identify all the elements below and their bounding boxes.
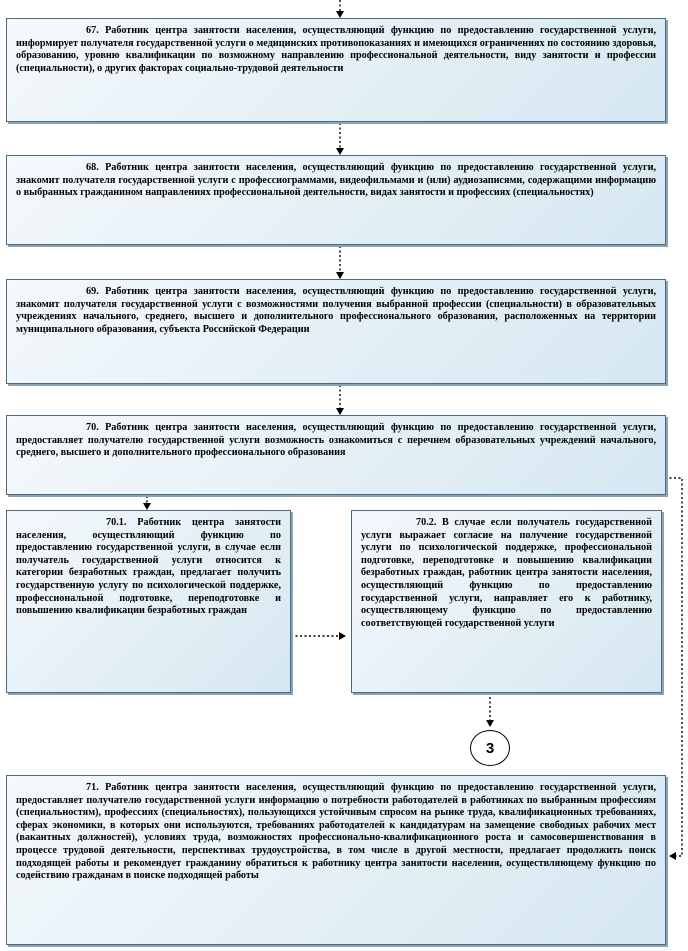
step-71-text: 71. Работник центра занятости населения, осуществляющий функцию по предоставлению государственной услуги, предоставляет получателю государственной услуги информацию о потребности работодателей в работниках по выбранным профессиям (специальностям), профессиях (специальностях), пользующихся устойчивым спросом на рынке труда, квалификационных требованиях, сферах экономики, в которых они используются, требованиях работодателей к кандидатурам на замещение свободных рабочих мест (вакантных должностей), условиях труда, возможностях профессионально-квалификационного роста и самосовершенствования в процессе трудовой деятельности, перспективах трудоустройства, в том числе в другой местности, предлагает продолжить поиск подходящей работы и рекомендует гражданину обратиться к работнику центра занятости населения, осуществляющему функцию по содействию гражданам в поиске подходящей работы [16, 782, 656, 882]
step-70-1-box [6, 510, 291, 693]
step-70-box [6, 415, 666, 495]
step-70-1-text: 70.1. Работник центра занятости населения, осуществляющий функцию по предоставлению государственной услуги, в случае если получатель государственной услуги относится к категории безработных граждан, предлагает получить государственную услугу по психологической поддержке, профессиональной подготовке, переподготовке и повышению квалификации безработных граждан [16, 517, 281, 617]
step-70-2-text: 70.2. В случае если получатель государственной услуги выражает согласие на получение государственной услуги по психологической поддержке, профессиональной подготовке, переподготовке и повышению квалификации безработных граждан, работник центра занятости населения, осуществляющий функцию по предоставлению государственной услуги, направляет его к работнику, осуществляющему функцию по предоставлению соответствующей государственной услуги [361, 517, 652, 629]
arrow-70-to-71-right [665, 478, 682, 856]
step-69-text: 69. Работник центра занятости населения, осуществляющий функцию по предоставлению государственной услуги, знакомит получателя государственной услуги с возможностями получения выбранной профессии (специальности) в образовательных учреждениях начального, среднего, высшего и дополнительного профессионального образования, расположенных на территории муниципального образования, субъекта Российской Федерации [16, 286, 656, 335]
connector-3-circle [470, 730, 510, 766]
step-68-box [6, 155, 666, 245]
step-67-text: 67. Работник центра занятости населения, осуществляющий функцию по предоставлению государственной услуги, информирует получателя государственной услуги о медицинских противопоказаниях и имеющихся ограничениях по состоянию здоровья, образованию, уровню квалификации по возможному направлению профессиональной деятельности, виду занятости и профессии (специальности), о других факторах социально-трудовой деятельности [16, 25, 656, 74]
step-68-text: 68. Работник центра занятости населения, осуществляющий функцию по предоставлению государственной услуги, знакомит получателя государственной услуги с профессиограммами, видеофильмами и (или) аудиозаписями, содержащими информацию о выбранных гражданином направлениях профессиональной деятельности, видах занятости и профессиях (специальностях) [16, 162, 656, 199]
step-70-2-box [351, 510, 662, 693]
connector-3-label: 3 [485, 739, 495, 757]
step-69-box [6, 279, 666, 384]
step-71-box [6, 775, 666, 945]
step-70-text: 70. Работник центра занятости населения, осуществляющий функцию по предоставлению государственной услуги, предоставляет получателю государственной услуги возможность ознакомиться с перечнем образовательных учреждений начального, среднего, высшего и дополнительного профессионального образования [16, 422, 656, 459]
step-67-box [6, 18, 666, 122]
